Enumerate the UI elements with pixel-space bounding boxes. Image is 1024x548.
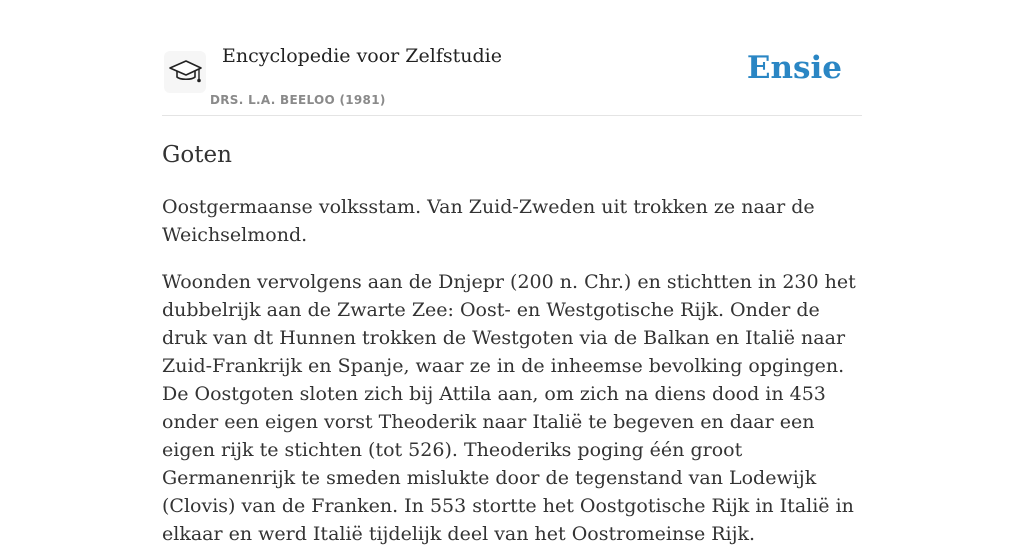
article-title: Goten <box>162 142 232 168</box>
content-container <box>162 0 862 548</box>
source-title[interactable]: Encyclopedie voor Zelfstudie <box>222 45 502 67</box>
graduation-cap-icon <box>168 55 202 89</box>
source-logo[interactable] <box>164 51 206 93</box>
article-paragraph-2: Woonden vervolgens aan de Dnjepr (200 n. Chr.) en stichtten in 230 het dubbelrijk aan de Zwarte Zee: Oost- en Westgotische Rijk. Onder de druk van dt Hunnen trokken de Westgoten via de Balkan en Italië naar Zuid-Frankrijk en Spanje, waar ze in de inheemse bevolking opgingen. De Oostgoten sloten zich bij Attila aan, om zich na diens dood in 453 onder een eigen vorst Theoderik naar Italië te begeven en daar een eigen rijk te stichten (tot 526). Theoderiks poging één groot Germanenrijk te smeden mislukte door de tegenstand van Lodewijk (Clovis) van de Franken. In 553 stortte het Oostgotische Rijk in Italië in elkaar en werd Italië tijdelijk deel van het Oostromeinse Rijk. <box>162 271 856 545</box>
ensie-logo-link[interactable]: Ensie <box>746 50 842 86</box>
article-paragraph-1: Oostgermaanse volksstam. Van Zuid-Zweden uit trokken ze naar de Weichselmond. <box>162 196 815 246</box>
source-author: DRS. L.A. BEELOO (1981) <box>210 93 386 107</box>
article-header <box>162 0 862 116</box>
